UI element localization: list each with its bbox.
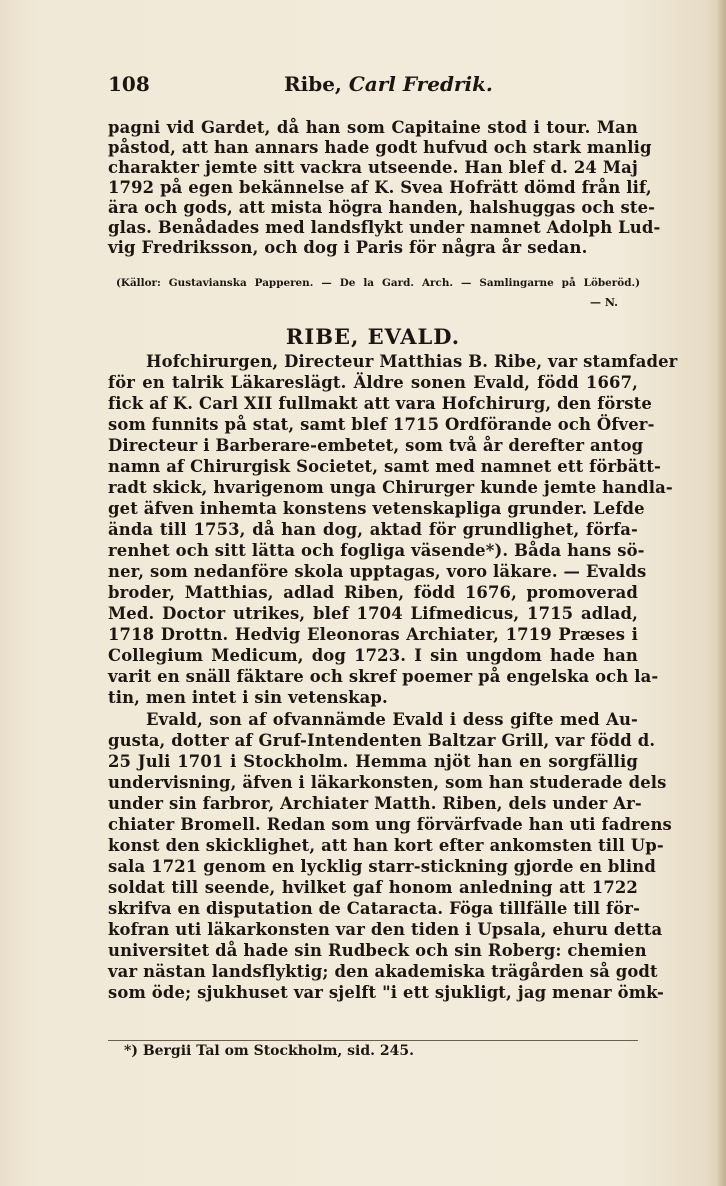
- text-line: 1718 Drottn. Hedvig Eleonoras Archiater, 1719 Præses i: [108, 625, 638, 644]
- text-line: 1792 på egen bekännelse af K. Svea Hofrätt dömd från lif,: [108, 178, 652, 197]
- text-line: namn af Chirurgisk Societet, samt med namnet ett förbätt-: [108, 457, 662, 476]
- text-line: broder, Matthias, adlad Riben, född 1676, promoverad: [108, 583, 638, 602]
- page-number: 108: [108, 72, 150, 96]
- text-line: tin, men intet i sin vetenskap.: [108, 688, 388, 707]
- text-line: konst den skicklighet, att han kort efter ankomsten till Up-: [108, 836, 664, 855]
- text-line: Hofchirurgen, Directeur Matthias B. Ribe, var stamfader: [146, 352, 678, 371]
- text-line: kofran uti läkarkonsten var den tiden i Upsala, ehuru detta: [108, 920, 663, 939]
- footnote-divider: [108, 1040, 638, 1041]
- running-head-surname: Ribe,: [284, 72, 342, 96]
- text-line: ända till 1753, då han dog, aktad för grundlighet, förfa-: [108, 520, 638, 539]
- sources-note: (Källor: Gustavianska Papperen. — De la Gard. Arch. — Samlingarne på Löberöd.): [116, 277, 640, 289]
- text-line: som funnits på stat, samt blef 1715 Ordförande och Öfver-: [108, 415, 655, 434]
- text-line: charakter jemte sitt vackra utseende. Han blef d. 24 Maj: [108, 158, 638, 177]
- text-line: renhet och sitt lätta och fogliga väsende*). Båda hans sö-: [108, 541, 645, 560]
- text-line: get äfven inhemta konstens vetenskapliga grunder. Lefde: [108, 499, 645, 518]
- page-header: [108, 72, 628, 98]
- text-line: Med. Doctor utrikes, blef 1704 Lifmedicus, 1715 adlad,: [108, 604, 638, 623]
- text-line: gusta, dotter af Gruf-Intendenten Baltzar Grill, var född d.: [108, 731, 656, 750]
- text-line: chiater Bromell. Redan som ung förvärfvade han uti fadrens: [108, 815, 672, 834]
- page-edge: [718, 0, 726, 1186]
- text-line: Collegium Medicum, dog 1723. I sin ungdom hade han: [108, 646, 638, 665]
- text-line: Evald, son af ofvannämde Evald i dess gifte med Au-: [146, 710, 638, 729]
- footnote: *) Bergii Tal om Stockholm, sid. 245.: [124, 1043, 414, 1059]
- text-line: var nästan landsflyktig; den akademiska trägården så godt: [108, 962, 658, 981]
- text-line: soldat till seende, hvilket gaf honom anledning att 1722: [108, 878, 638, 897]
- text-line: som öde; sjukhuset var sjelft "i ett sjukligt, jag menar ömk-: [108, 983, 664, 1002]
- text-line: radt skick, hvarigenom unga Chirurger kunde jemte handla-: [108, 478, 673, 497]
- text-line: Directeur i Barberare-embetet, som två år derefter antog: [108, 436, 644, 455]
- text-line: under sin farbror, Archiater Matth. Riben, dels under Ar-: [108, 794, 642, 813]
- author-signature: — N.: [590, 296, 619, 309]
- text-line: vig Fredriksson, och dog i Paris för några år sedan.: [108, 238, 588, 257]
- section-title: RIBE, EVALD.: [285, 324, 461, 349]
- text-line: ner, som nedanföre skola upptagas, voro läkare. — Evalds: [108, 562, 647, 581]
- text-line: ära och gods, att mista högra handen, halshuggas och ste-: [108, 198, 656, 217]
- text-line: 25 Juli 1701 i Stockholm. Hemma njöt han en sorgfällig: [108, 752, 638, 771]
- text-line: påstod, att han annars hade godt hufvud och stark manlig: [108, 138, 652, 157]
- text-line: varit en snäll fäktare och skref poemer på engelska och la-: [108, 667, 659, 686]
- text-line: skrifva en disputation de Cataracta. Föga tillfälle till för-: [108, 899, 641, 918]
- text-line: universitet då hade sin Rudbeck och sin Roberg: chemien: [108, 941, 647, 960]
- running-head-given: Carl Fredrik.: [348, 72, 493, 96]
- running-head: [284, 72, 493, 96]
- text-line: pagni vid Gardet, då han som Capitaine stod i tour. Man: [108, 118, 638, 137]
- text-line: undervisning, äfven i läkarkonsten, som han studerade dels: [108, 773, 667, 792]
- text-line: glas. Benådades med landsflykt under namnet Adolph Lud-: [108, 218, 661, 237]
- text-line: fick af K. Carl XII fullmakt att vara Hofchirurg, den förste: [108, 394, 652, 413]
- text-line: för en talrik Läkareslägt. Äldre sonen Evald, född 1667,: [108, 373, 638, 392]
- text-line: sala 1721 genom en lycklig starr-stickning gjorde en blind: [108, 857, 656, 876]
